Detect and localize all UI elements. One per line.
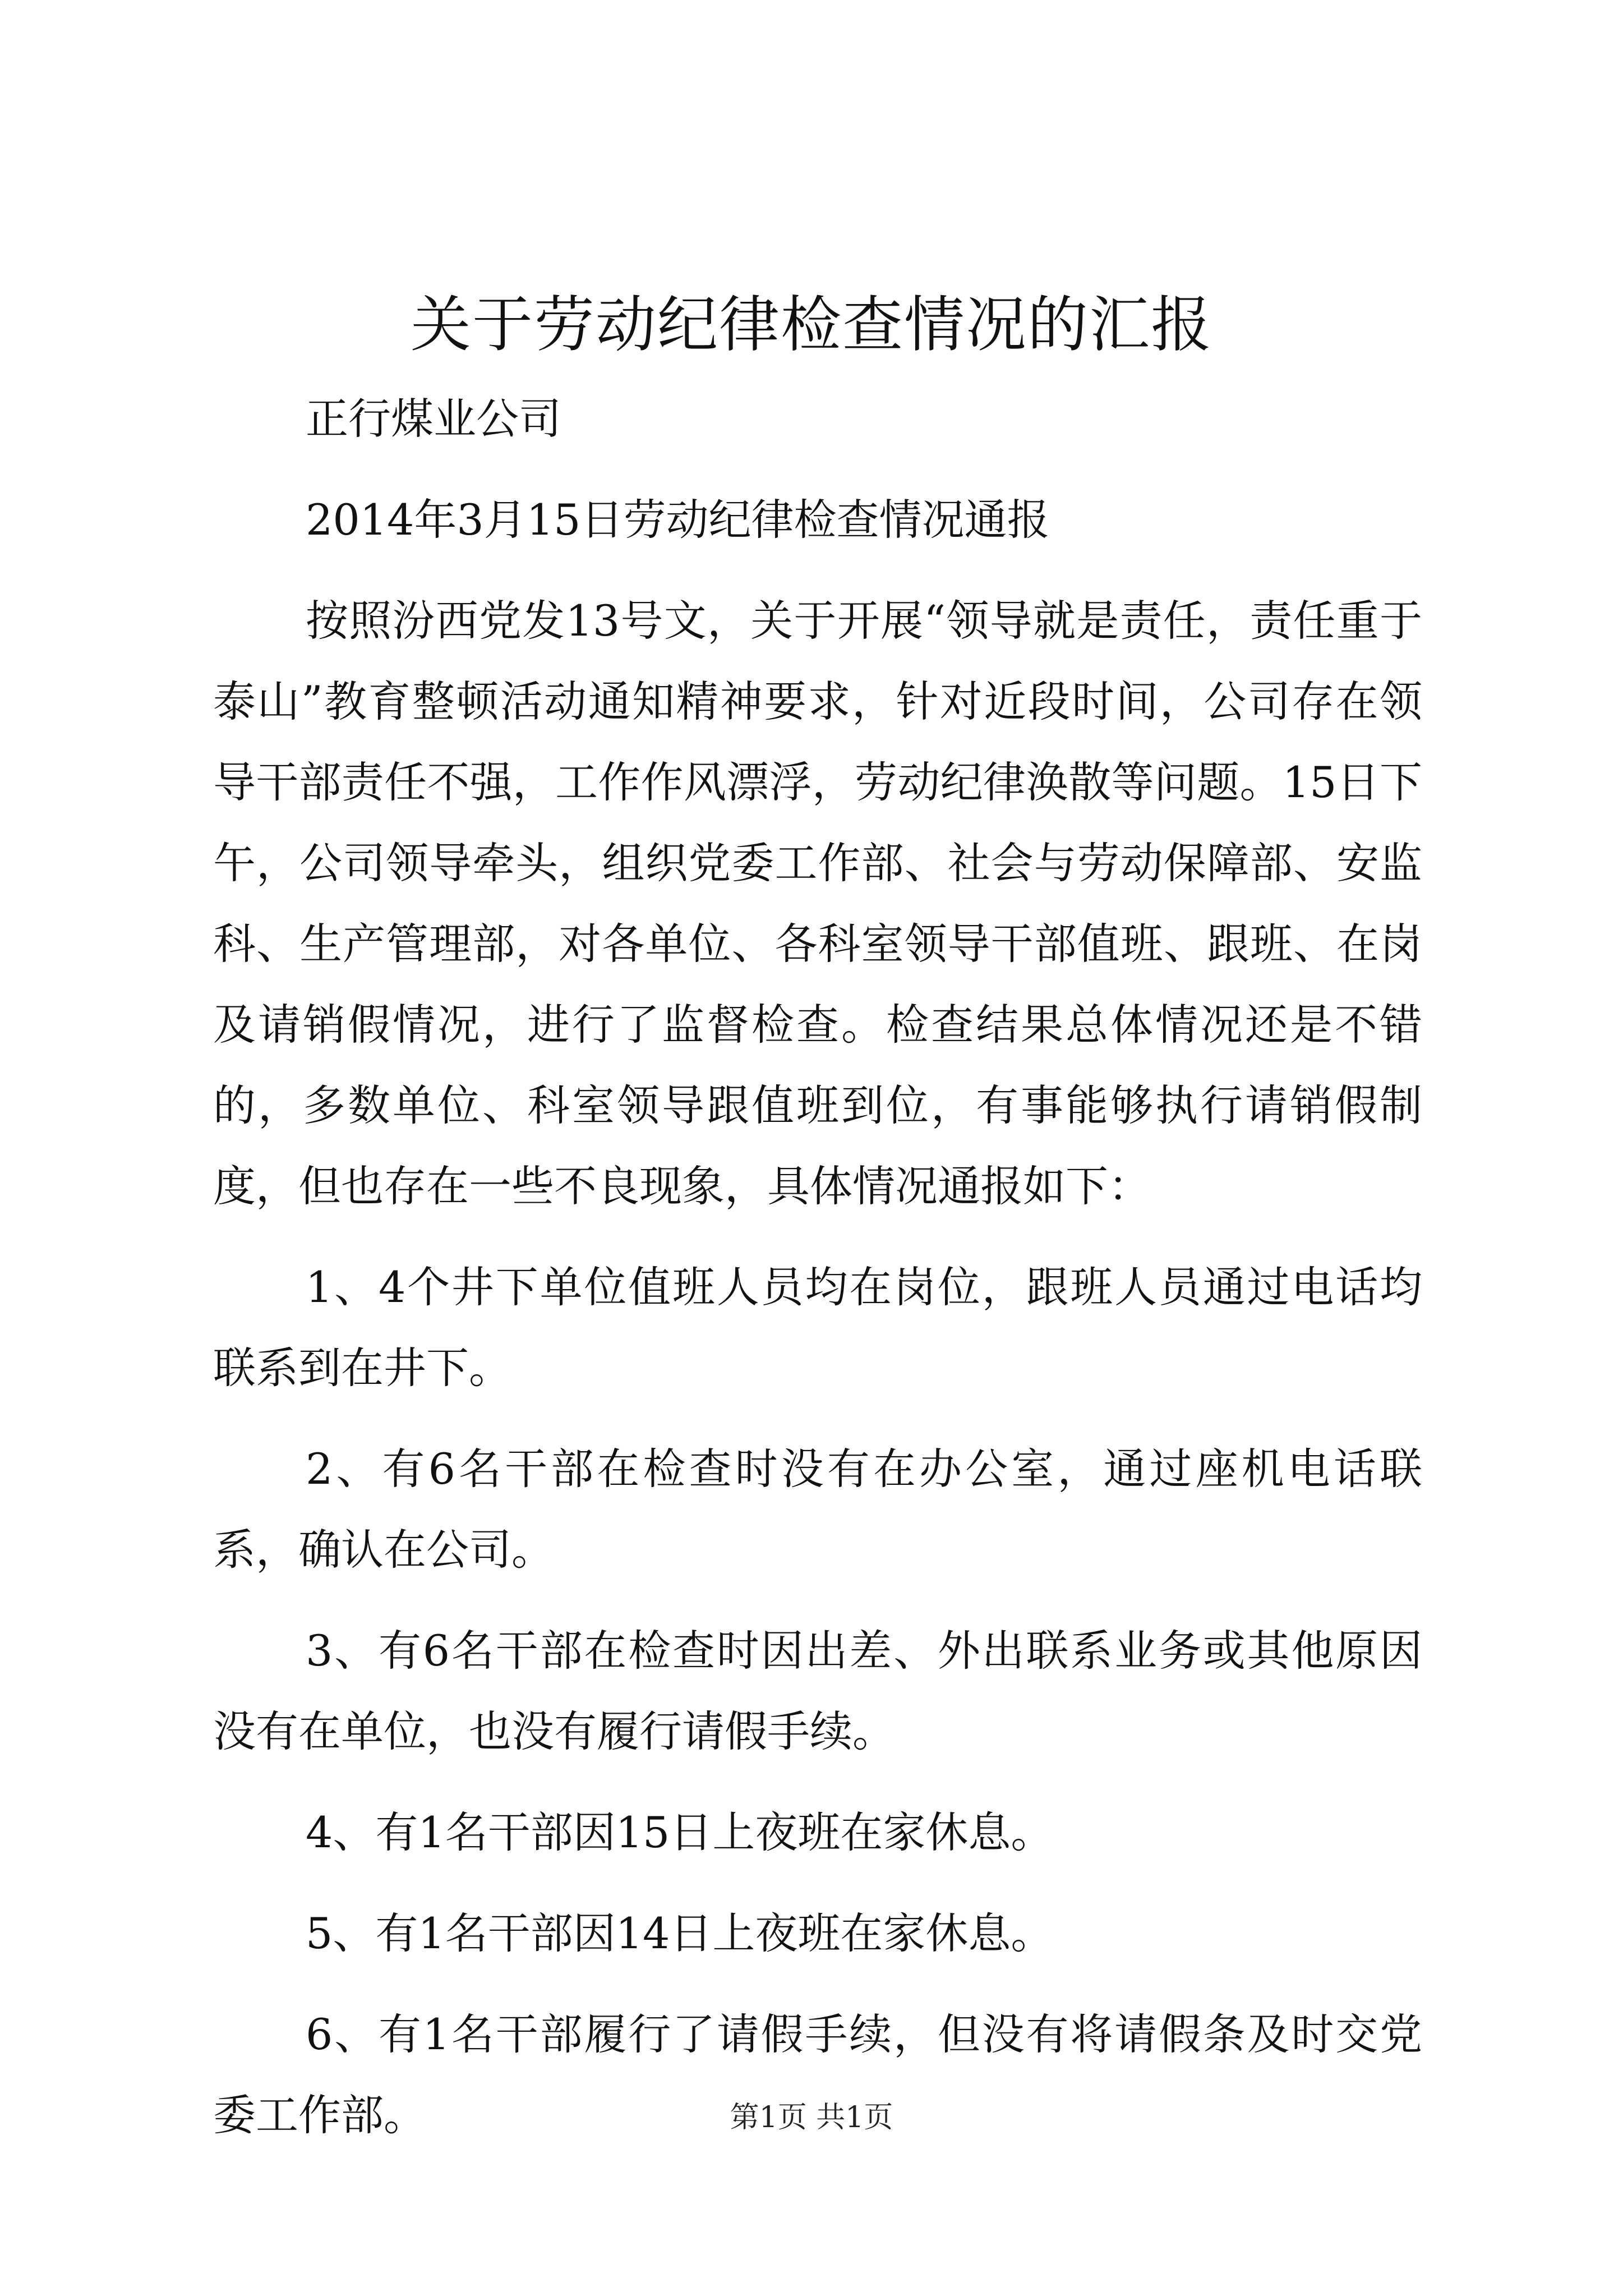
intro-paragraph: 按照汾西党发13号文，关于开展“领导就是责任，责任重于泰山”教育整顿活动通知精神要求，针对近段时间，公司存在领导干部责任不强，工作作风漂浮，劳动纪律涣散等问题。15日下午，公司领导牵头，组织党委工作部、社会与劳动保障部、安监科、生产管理部，对各单位、各科室领导干部值班、跟班、在岗及请销假情况，进行了监督检查。检查结果总体情况还是不错的，多数单位、科室领导跟值班到位，有事能够执行请销假制度，但也存在一些不良现象，具体情况通报如下： [213, 596, 1422, 1211]
list-item-1: 1、4个井下单位值班人员均在岗位，跟班人员通过电话均联系到在井下。 [213, 1262, 1422, 1393]
list-item-4: 4、有1名干部因15日上夜班在家休息。 [306, 1807, 1054, 1857]
list-item-6: 6、有1名干部履行了请假手续，但没有将请假条及时交党委工作部。 [213, 2009, 1422, 2140]
document-title: 关于劳动纪律检查情况的汇报 [410, 290, 1212, 360]
document-body [213, 379, 1422, 2156]
list-item-3: 3、有6名干部在检查时因出差、外出联系业务或其他原因没有在单位，也没有履行请假手续。 [213, 1626, 1422, 1756]
company-name: 正行煤业公司 [306, 394, 561, 444]
list-item-5: 5、有1名干部因14日上夜班在家休息。 [306, 1908, 1054, 1958]
report-subtitle: 2014年3月15日劳动纪律检查情况通报 [306, 495, 1050, 545]
page-number-footer: 第1页 共1页 [730, 2101, 893, 2134]
list-item-2: 2、有6名干部在检查时没有在办公室，通过座机电话联系，确认在公司。 [213, 1444, 1422, 1575]
